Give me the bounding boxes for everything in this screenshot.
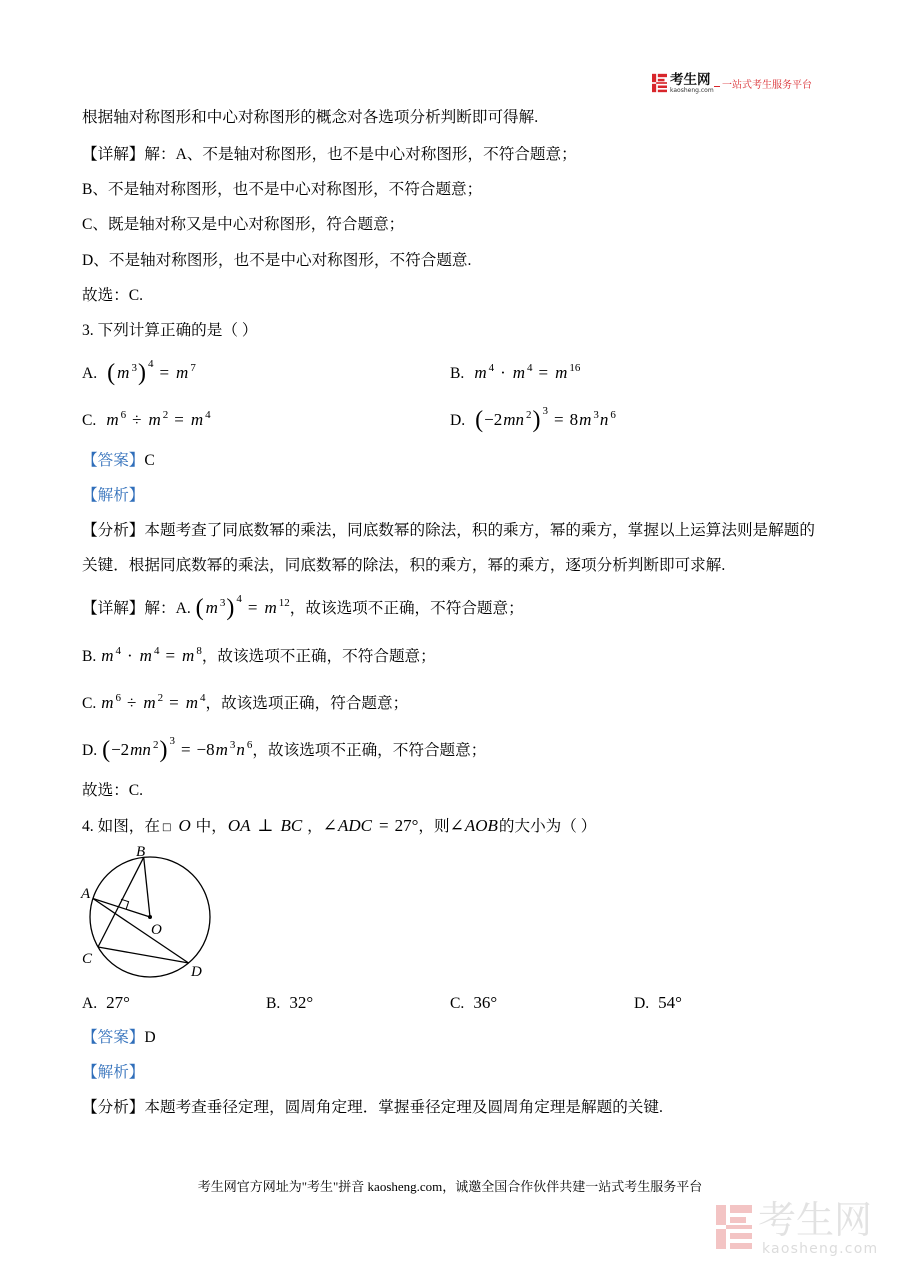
missing-glyph-box: □: [161, 822, 172, 833]
analysis-tag: 【解析】: [82, 487, 145, 504]
math-variable: m: [185, 693, 198, 712]
math-operator: ⊥: [257, 816, 274, 835]
chord-ad: [93, 899, 189, 964]
q2-detail-line: B、不是轴对称图形，也不是中心对称图形，不符合题意；: [82, 181, 483, 198]
math-operator: =: [169, 693, 179, 712]
math-operator: =: [174, 410, 184, 429]
math-number: 8: [569, 410, 579, 429]
math-superscript: 4: [488, 362, 495, 374]
math-operator: =: [554, 410, 564, 429]
option-value: 27°: [106, 993, 130, 1012]
math-parenthesis: (: [475, 407, 484, 433]
q3-detail-line: [82, 593, 524, 621]
option-label: D.: [634, 995, 650, 1012]
math-variable: m: [555, 363, 568, 382]
q3-detail-line: [82, 691, 408, 715]
answer-value: D: [144, 1029, 156, 1046]
option-expression: [105, 409, 211, 429]
option-label: A.: [82, 995, 98, 1012]
analysis-tag: 【解析】: [82, 1064, 145, 1081]
math-superscript: 8: [196, 645, 202, 657]
math-superscript: 2: [152, 739, 159, 751]
math-parenthesis: (: [102, 737, 111, 763]
math-superscript: 12: [278, 597, 290, 609]
watermark-logo-icon: [714, 1201, 754, 1253]
text-run: 中，: [191, 818, 227, 835]
q3-detail-line: [82, 644, 436, 668]
q4-stem: [82, 814, 596, 838]
text-run: 的大小为（ ）: [498, 818, 597, 835]
math-variable: m: [101, 646, 114, 665]
math-superscript: 4: [236, 593, 242, 605]
q4-option-d: [634, 991, 682, 1015]
label-o: O: [151, 922, 162, 938]
text-run: ，则: [418, 818, 450, 835]
q4-option-b: [266, 991, 313, 1015]
math-variable: m: [182, 646, 195, 665]
q3-analysis-line: 【分析】本题考查了同底数幂的乘法，同底数幂的除法，积的乘方，幂的乘方，掌握以上运算法则是解题的: [82, 522, 815, 539]
math-variable: BC: [280, 816, 303, 835]
label-a: A: [81, 886, 91, 902]
math-superscript: 4: [199, 692, 206, 704]
option-label: D.: [450, 412, 466, 429]
math-superscript: 16: [569, 362, 581, 374]
math-parenthesis: ): [532, 407, 541, 433]
q4-option-c: [450, 991, 497, 1015]
q3-option-c: [82, 408, 211, 432]
math-variable: m: [474, 363, 487, 382]
math-superscript: 2: [162, 409, 169, 421]
math-number: −2: [484, 410, 503, 429]
logo-divider: [714, 86, 720, 87]
math-number: −2: [111, 740, 130, 759]
logo-brand-name: 考生网: [670, 72, 711, 88]
math-variable: ADC: [337, 816, 372, 835]
text-run: D.: [82, 742, 102, 759]
math-superscript: 3: [542, 405, 549, 417]
q4-answer: [82, 1026, 156, 1050]
math-superscript: 2: [526, 409, 532, 421]
math-superscript: 4: [205, 409, 211, 421]
text-run: B.: [82, 648, 101, 665]
math-superscript: 3: [169, 735, 175, 747]
math-parenthesis: ): [137, 360, 146, 386]
q2-conclusion: 故选：C.: [82, 287, 144, 304]
math-parenthesis: ): [159, 737, 168, 763]
math-number: 27°: [394, 816, 419, 835]
math-variable: m: [215, 740, 228, 759]
math-superscript: 4: [527, 362, 533, 374]
math-superscript: 3: [229, 739, 236, 751]
q3-option-b: [450, 361, 580, 385]
math-operator: =: [247, 598, 258, 617]
option-expression: [106, 358, 196, 386]
math-superscript: 3: [131, 362, 137, 374]
option-value: 54°: [658, 993, 682, 1012]
center-point-o: [148, 915, 152, 919]
option-label: C.: [82, 412, 97, 429]
header-logo: [651, 73, 816, 95]
math-number: ∠: [449, 816, 464, 835]
q4-analysis-heading: [82, 1061, 144, 1085]
math-operator: =: [538, 363, 549, 382]
option-label: B.: [266, 995, 281, 1012]
text-run: ，故该选项正确，符合题意；: [205, 695, 409, 712]
math-variable: AOB: [464, 816, 498, 835]
segment-ob: [144, 857, 150, 917]
q3-analysis-heading: [82, 484, 144, 508]
math-superscript: 4: [147, 358, 154, 370]
math-operator: ·: [500, 363, 506, 382]
math-superscript: 4: [115, 645, 121, 657]
math-parenthesis: (: [195, 595, 204, 621]
math-variable: m: [143, 693, 156, 712]
watermark-brand: 考生网: [758, 1198, 873, 1242]
q2-detail-line: C、既是轴对称又是中心对称图形，符合题意；: [82, 216, 405, 233]
answer-value: C: [144, 452, 155, 469]
option-value: 32°: [289, 993, 314, 1012]
option-expression: [474, 405, 616, 433]
math-parenthesis: (: [107, 360, 116, 386]
math-variable: m: [139, 646, 152, 665]
math-superscript: 2: [157, 692, 164, 704]
math-operator: ÷: [126, 693, 137, 712]
math-superscript: 6: [120, 409, 127, 421]
q4-option-a: [82, 991, 130, 1015]
math-superscript: 6: [610, 409, 616, 421]
q3-stem: 3. 下列计算正确的是（ ）: [82, 322, 258, 339]
math-superscript: 3: [593, 409, 599, 421]
math-superscript: 6: [246, 739, 253, 751]
text-run: ，故该选项不正确，不符合题意；: [201, 648, 436, 665]
math-operator: =: [159, 363, 170, 382]
q3-detail-line: [82, 735, 487, 763]
q3-option-d: [450, 405, 616, 433]
math-operator: =: [180, 740, 191, 759]
option-value: 36°: [473, 993, 498, 1012]
math-operator: =: [378, 816, 389, 835]
chord-cd: [98, 947, 189, 963]
q3-answer: [82, 449, 155, 473]
math-superscript: 4: [153, 645, 160, 657]
math-variable: m: [205, 598, 218, 617]
math-variable: mn: [503, 410, 525, 429]
math-superscript: 3: [219, 597, 226, 609]
label-d: D: [191, 964, 202, 980]
math-variable: n: [236, 740, 245, 759]
option-expression: [473, 362, 581, 382]
option-label: B.: [450, 365, 465, 382]
math-variable: n: [599, 410, 609, 429]
watermark-domain: kaosheng.com: [762, 1241, 879, 1257]
math-superscript: 6: [115, 692, 121, 704]
math-variable: m: [176, 363, 189, 382]
math-variable: O: [178, 816, 191, 835]
text-run: C.: [82, 695, 101, 712]
circle-figure: [70, 840, 230, 985]
option-label: A.: [82, 365, 98, 382]
q2-detail-line: 【详解】解：A、不是轴对称图形，也不是中心对称图形，不符合题意；: [82, 146, 577, 163]
logo-slogan: 一站式考生服务平台: [722, 80, 812, 91]
math-variable: m: [190, 410, 204, 429]
math-variable: m: [264, 598, 277, 617]
text-run: ，故该选项不正确，不符合题意；: [252, 742, 487, 759]
math-variable: OA: [227, 816, 251, 835]
q3-analysis-line: 关键．根据同底数幂的乘法，同底数幂的除法，积的乘方，幂的乘方，逐项分析判断即可求解.: [82, 557, 726, 574]
math-variable: m: [117, 363, 130, 382]
answer-tag: 【答案】: [82, 452, 145, 469]
q4-analysis-line: 【分析】本题考查垂径定理，圆周角定理．掌握垂径定理及圆周角定理是解题的关键.: [82, 1099, 663, 1116]
math-parenthesis: ): [226, 595, 235, 621]
option-label: C.: [450, 995, 465, 1012]
math-number: ∠: [322, 816, 337, 835]
math-variable: mn: [130, 740, 151, 759]
math-variable: m: [106, 410, 119, 429]
math-operator: ÷: [132, 410, 142, 429]
q2-detail-line: D、不是轴对称图形，也不是中心对称图形，不符合题意.: [82, 252, 472, 269]
q3-option-a: [82, 358, 196, 386]
math-variable: m: [579, 410, 592, 429]
math-number: −8: [196, 740, 215, 759]
text-run: ，: [303, 818, 323, 835]
page-footer: 考生网官方网址为"考生"拼音 kaosheng.com，诚邀全国合作伙伴共建一站式考生服务平台: [197, 1179, 703, 1194]
answer-tag: 【答案】: [82, 1029, 145, 1046]
label-c: C: [82, 951, 93, 967]
math-variable: m: [148, 410, 161, 429]
text-run: 4. 如图，在: [82, 818, 160, 835]
q2-solution-hint: 根据轴对称图形和中心对称图形的概念对各选项分析判断即可得解.: [82, 109, 539, 126]
math-variable: m: [101, 693, 114, 712]
logo-domain: kaosheng.com: [670, 87, 714, 94]
math-operator: =: [165, 646, 176, 665]
math-operator: ·: [126, 646, 133, 665]
q3-conclusion: 故选：C.: [82, 782, 144, 799]
math-superscript: 7: [190, 362, 196, 374]
text-run: ，故该选项不正确，不符合题意；: [289, 600, 524, 617]
label-b: B: [136, 844, 146, 860]
text-run: 【详解】解：A.: [82, 600, 195, 617]
kaosheng-logo-icon: [651, 73, 668, 93]
math-variable: m: [512, 363, 526, 382]
